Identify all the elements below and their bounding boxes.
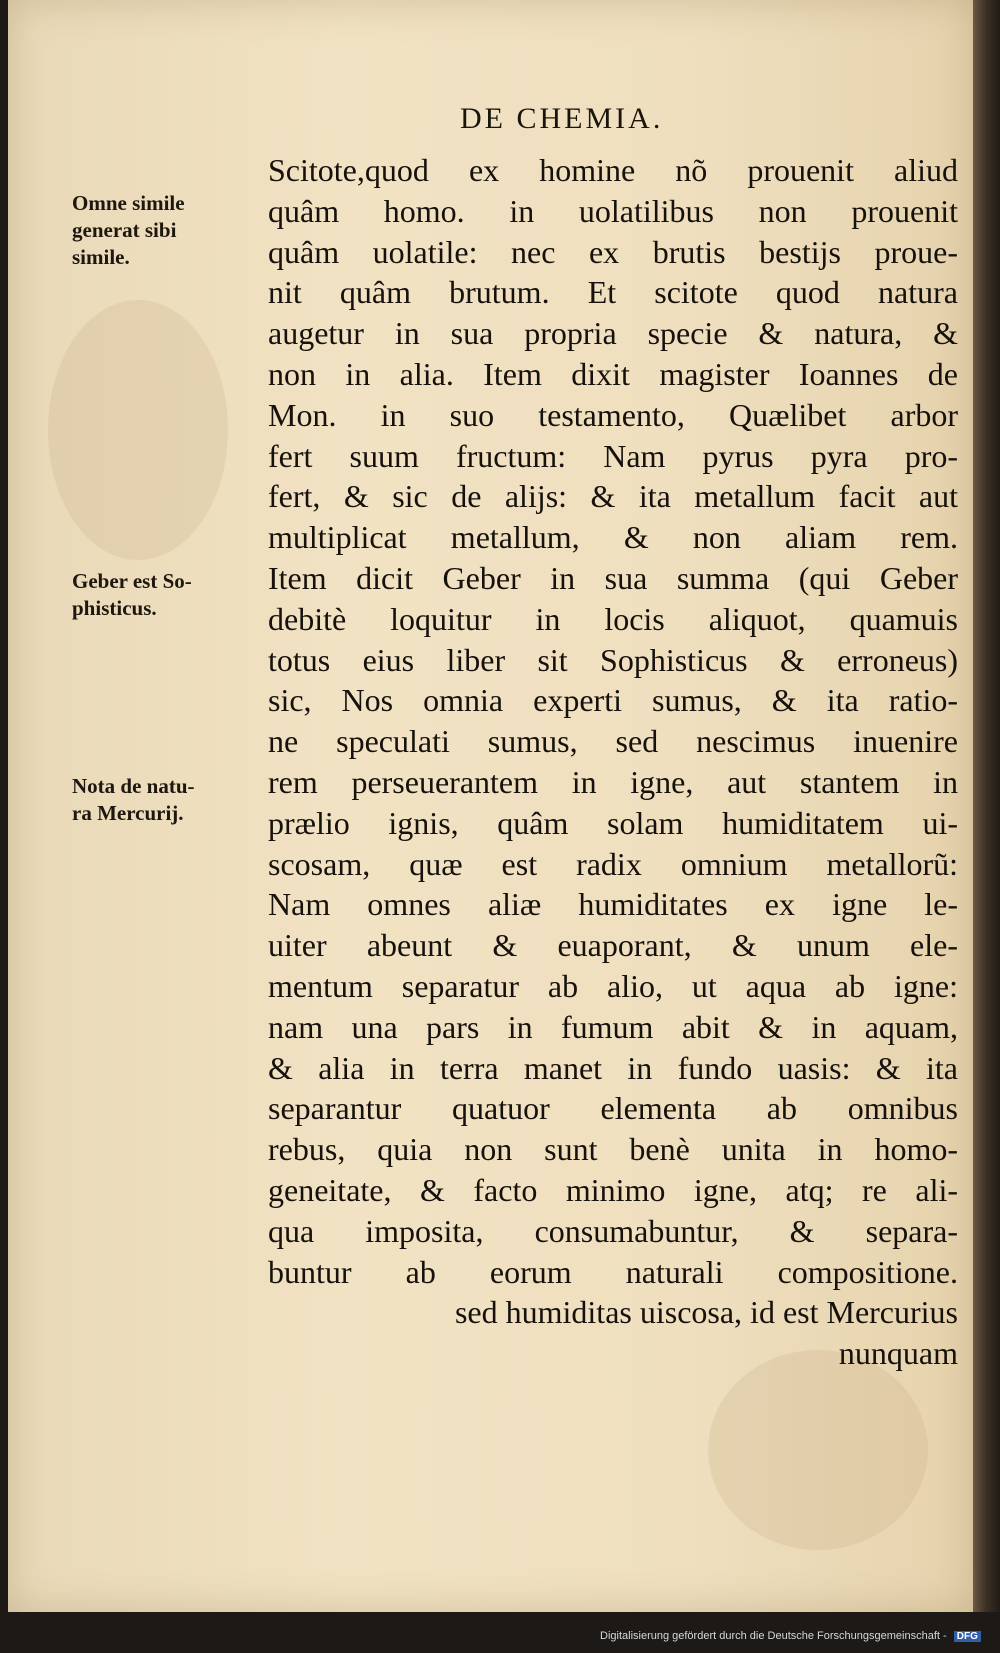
text-line: augetur in sua propria specie & natura, & xyxy=(268,315,958,352)
text-line: & alia in terra manet in fundo uasis: & ita xyxy=(268,1049,958,1086)
text-line: uiter abeunt & euaporant, & unum ele- xyxy=(268,927,958,964)
marginal-note-line: simile. xyxy=(72,245,130,269)
text-line: quâm uolatile: nec ex brutis bestijs proue- xyxy=(268,233,958,270)
text-line: nam una pars in fumum abit & in aquam, xyxy=(268,1008,958,1045)
marginal-note-line: Nota de natu- xyxy=(72,774,195,798)
paper-stain xyxy=(708,1350,928,1550)
text-line: Scitote,quod ex homine nõ prouenit aliud xyxy=(268,152,958,188)
text-line: Item dicit Geber in sua summa (qui Geber xyxy=(268,559,958,596)
marginal-note-2 xyxy=(72,568,247,622)
marginal-note-line: phisticus. xyxy=(72,596,157,620)
marginal-note-line: Omne simile xyxy=(72,191,185,215)
text-line: nit quâm brutum. Et scitote quod natura xyxy=(268,274,958,311)
text-line: Mon. in suo testamento, Quælibet arbor xyxy=(268,396,958,433)
text-line: separantur quatuor elementa ab omnibus xyxy=(268,1090,958,1127)
text-line: ne speculati sumus, sed nescimus inuenire xyxy=(268,723,958,760)
text-line: multiplicat metallum, & non aliam rem. xyxy=(268,519,958,556)
text-line: geneitate, & facto minimo igne, atq; re ali- xyxy=(268,1171,958,1208)
text-line: buntur ab eorum naturali compositione. xyxy=(268,1253,958,1290)
body-text xyxy=(268,150,958,1374)
marginal-note-line: generat sibi xyxy=(72,218,177,242)
catchword: nunquam xyxy=(838,1335,958,1372)
marginal-note-3 xyxy=(72,773,247,827)
text-line: non in alia. Item dixit magister Ioannes de xyxy=(268,355,958,392)
text-line: sed humiditas uiscosa, id est Mercurius xyxy=(454,1294,958,1331)
marginal-note-1 xyxy=(72,190,247,271)
text-line: qua imposita, consumabuntur, & separa- xyxy=(268,1212,958,1249)
text-line: prælio ignis, quâm solam humiditatem ui- xyxy=(268,804,958,841)
marginal-note-line: Geber est So- xyxy=(72,569,192,593)
text-line: sic, Nos omnia experti sumus, & ita ratio- xyxy=(268,682,958,719)
paper-stain xyxy=(48,300,228,560)
text-line: fert, & sic de alijs: & ita metallum facit aut xyxy=(268,478,958,515)
text-line: scosam, quæ est radix omnium metallorũ: xyxy=(268,845,958,882)
text-line: rebus, quia non sunt benè unita in homo- xyxy=(268,1131,958,1168)
running-head: DE CHEMIA. xyxy=(460,102,664,135)
funding-credit-text: Digitalisierung gefördert durch die Deutsche Forschungsgemeinschaft - xyxy=(600,1630,947,1642)
marginal-note-line: ra Mercurij. xyxy=(72,801,184,825)
funding-credit xyxy=(600,1630,981,1642)
text-line: debitè loquitur in locis aliquot, quamuis xyxy=(268,600,958,637)
dfg-logo-icon: DFG xyxy=(954,1631,981,1642)
text-line: fert suum fructum: Nam pyrus pyra pro- xyxy=(268,437,958,474)
page-edge xyxy=(973,0,1000,1612)
text-line: mentum separatur ab alio, ut aqua ab igne: xyxy=(268,967,958,1004)
text-line: rem perseuerantem in igne, aut stantem in xyxy=(268,763,958,800)
text-line: Nam omnes aliæ humiditates ex igne le- xyxy=(268,886,958,923)
text-line: quâm homo. in uolatilibus non prouenit xyxy=(268,192,958,229)
text-line: totus eius liber sit Sophisticus & erroneus) xyxy=(268,641,958,678)
